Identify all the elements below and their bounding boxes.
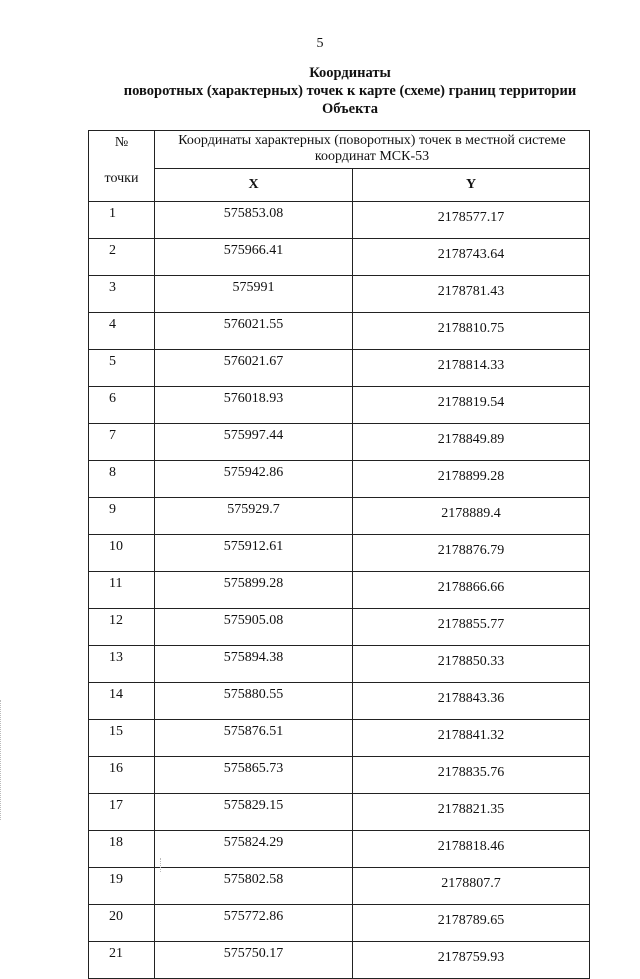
table-row bbox=[89, 831, 590, 868]
y-coordinate-cell: 2178818.46 bbox=[353, 831, 590, 868]
x-coordinate-cell: 575876.51 bbox=[155, 720, 353, 757]
point-number-cell: 4 bbox=[89, 313, 155, 350]
table-row bbox=[89, 646, 590, 683]
title-line-2: поворотных (характерных) точек к карте (схеме) границ территории bbox=[123, 83, 577, 99]
header-number-sign: № bbox=[114, 135, 129, 150]
y-coordinate-cell: 2178759.93 bbox=[353, 942, 590, 979]
table-row bbox=[89, 905, 590, 942]
y-coordinate-cell: 2178850.33 bbox=[353, 646, 590, 683]
y-coordinate-cell: 2178743.64 bbox=[353, 239, 590, 276]
x-coordinate-cell: 576021.55 bbox=[155, 313, 353, 350]
y-coordinate-cell: 2178814.33 bbox=[353, 350, 590, 387]
table-row bbox=[89, 461, 590, 498]
point-number-cell: 3 bbox=[89, 276, 155, 313]
header-point-word: точки bbox=[104, 171, 139, 186]
y-coordinate-cell: 2178849.89 bbox=[353, 424, 590, 461]
point-number-cell: 14 bbox=[89, 683, 155, 720]
point-number-cell: 16 bbox=[89, 757, 155, 794]
margin-mark bbox=[0, 700, 3, 820]
table-row bbox=[89, 720, 590, 757]
y-coordinate-cell: 2178876.79 bbox=[353, 535, 590, 572]
y-coordinate-cell: 2178855.77 bbox=[353, 609, 590, 646]
table-row bbox=[89, 794, 590, 831]
y-coordinate-cell: 2178821.35 bbox=[353, 794, 590, 831]
point-number-cell: 18 bbox=[89, 831, 155, 868]
y-coordinate-cell: 2178889.4 bbox=[353, 498, 590, 535]
point-number-cell: 7 bbox=[89, 424, 155, 461]
point-number-cell: 8 bbox=[89, 461, 155, 498]
title-line-3: Объекта bbox=[322, 101, 378, 117]
x-coordinate-cell: 576018.93 bbox=[155, 387, 353, 424]
x-coordinate-cell: 575865.73 bbox=[155, 757, 353, 794]
x-coordinate-cell: 575894.38 bbox=[155, 646, 353, 683]
table-row bbox=[89, 942, 590, 979]
header-y: Y bbox=[353, 168, 590, 201]
point-number-cell: 1 bbox=[89, 202, 155, 239]
point-number-cell: 15 bbox=[89, 720, 155, 757]
y-coordinate-cell: 2178819.54 bbox=[353, 387, 590, 424]
x-coordinate-cell: 575899.28 bbox=[155, 572, 353, 609]
coordinates-table bbox=[88, 130, 590, 979]
x-coordinate-cell: 575997.44 bbox=[155, 424, 353, 461]
x-coordinate-cell: 575829.15 bbox=[155, 794, 353, 831]
point-number-cell: 21 bbox=[89, 942, 155, 979]
table-row bbox=[89, 276, 590, 313]
x-coordinate-cell: 575853.08 bbox=[155, 202, 353, 239]
table-row bbox=[89, 202, 590, 239]
point-number-cell: 2 bbox=[89, 239, 155, 276]
table-row bbox=[89, 313, 590, 350]
table-row bbox=[89, 757, 590, 794]
table-row bbox=[89, 424, 590, 461]
table-row bbox=[89, 498, 590, 535]
point-number-cell: 5 bbox=[89, 350, 155, 387]
table-row bbox=[89, 868, 590, 905]
table-row bbox=[89, 239, 590, 276]
x-coordinate-cell: 575750.17 bbox=[155, 942, 353, 979]
table-row bbox=[89, 535, 590, 572]
x-coordinate-cell: 575912.61 bbox=[155, 535, 353, 572]
y-coordinate-cell: 2178810.75 bbox=[353, 313, 590, 350]
y-coordinate-cell: 2178899.28 bbox=[353, 461, 590, 498]
x-coordinate-cell: 575929.7 bbox=[155, 498, 353, 535]
page-number: 5 bbox=[316, 36, 324, 51]
y-coordinate-cell: 2178841.32 bbox=[353, 720, 590, 757]
point-number-cell: 11 bbox=[89, 572, 155, 609]
point-number-cell: 12 bbox=[89, 609, 155, 646]
point-number-cell: 10 bbox=[89, 535, 155, 572]
x-coordinate-cell: 575905.08 bbox=[155, 609, 353, 646]
y-coordinate-cell: 2178835.76 bbox=[353, 757, 590, 794]
x-coordinate-cell: 575802.58 bbox=[155, 868, 353, 905]
header-coordinate-system: Координаты характерных (поворотных) точек в местной системе координат МСК-53 bbox=[155, 131, 590, 169]
table-row bbox=[89, 387, 590, 424]
table-body bbox=[89, 202, 590, 979]
y-coordinate-cell: 2178789.65 bbox=[353, 905, 590, 942]
scan-mark bbox=[160, 858, 162, 872]
y-coordinate-cell: 2178843.36 bbox=[353, 683, 590, 720]
point-number-cell: 6 bbox=[89, 387, 155, 424]
document-title bbox=[60, 64, 640, 118]
x-coordinate-cell: 575942.86 bbox=[155, 461, 353, 498]
point-number-cell: 19 bbox=[89, 868, 155, 905]
point-number-cell: 20 bbox=[89, 905, 155, 942]
x-coordinate-cell: 575966.41 bbox=[155, 239, 353, 276]
table-row bbox=[89, 609, 590, 646]
x-coordinate-cell: 575880.55 bbox=[155, 683, 353, 720]
table-row bbox=[89, 572, 590, 609]
y-coordinate-cell: 2178866.66 bbox=[353, 572, 590, 609]
header-x: X bbox=[155, 168, 353, 201]
x-coordinate-cell: 576021.67 bbox=[155, 350, 353, 387]
y-coordinate-cell: 2178577.17 bbox=[353, 202, 590, 239]
x-coordinate-cell: 575772.86 bbox=[155, 905, 353, 942]
table-row bbox=[89, 350, 590, 387]
header-point-number bbox=[89, 131, 155, 202]
x-coordinate-cell: 575991 bbox=[155, 276, 353, 313]
title-line-1: Координаты bbox=[309, 65, 391, 81]
y-coordinate-cell: 2178807.7 bbox=[353, 868, 590, 905]
point-number-cell: 17 bbox=[89, 794, 155, 831]
point-number-cell: 9 bbox=[89, 498, 155, 535]
x-coordinate-cell: 575824.29 bbox=[155, 831, 353, 868]
y-coordinate-cell: 2178781.43 bbox=[353, 276, 590, 313]
point-number-cell: 13 bbox=[89, 646, 155, 683]
table-row bbox=[89, 683, 590, 720]
